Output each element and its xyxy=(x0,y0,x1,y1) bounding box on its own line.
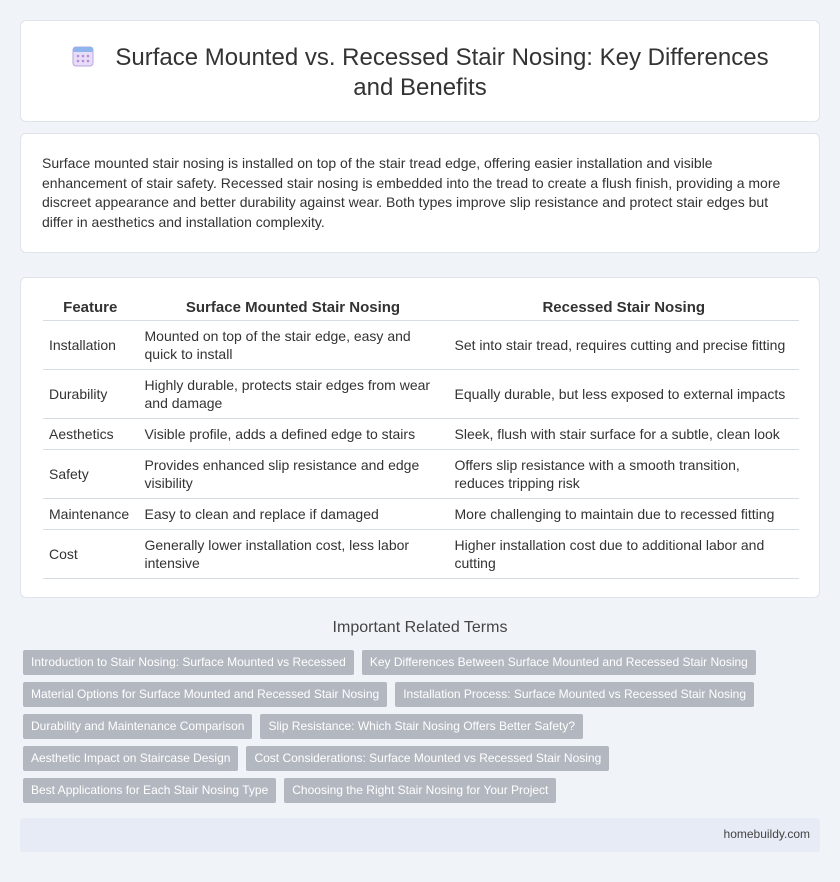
related-term-tag[interactable]: Best Applications for Each Stair Nosing Type xyxy=(23,778,276,803)
related-term-tag[interactable]: Material Options for Surface Mounted and Recessed Stair Nosing xyxy=(23,682,387,707)
related-term-tag[interactable]: Slip Resistance: Which Stair Nosing Offers Better Safety? xyxy=(260,714,583,739)
table-row xyxy=(43,369,799,418)
surface-mounted-cell: Provides enhanced slip resistance and edge visibility xyxy=(138,449,448,498)
related-terms-heading: Important Related Terms xyxy=(332,619,508,636)
page-title xyxy=(21,43,819,103)
footer xyxy=(20,818,820,852)
recessed-cell: More challenging to maintain due to recessed fitting xyxy=(448,498,799,529)
table-row xyxy=(43,449,799,498)
comparison-table-card xyxy=(20,277,820,598)
table-row xyxy=(43,320,799,369)
table-row xyxy=(43,498,799,529)
surface-mounted-cell: Mounted on top of the stair edge, easy and quick to install xyxy=(138,320,448,369)
table-row xyxy=(43,529,799,578)
comparison-table xyxy=(43,296,799,579)
table-header-row xyxy=(43,296,799,320)
column-header: Feature xyxy=(43,296,138,320)
intro-paragraph: Surface mounted stair nosing is installed on top of the stair tread edge, offering easier installation and visible enhancement of stair safety. Recessed stair nosing is embedded into the tread to create a flush finish, providing a more discreet appearance and better durability against wear. Both types improve slip resistance and protect stair edges but differ in aesthetics and installation complexity. xyxy=(42,155,781,230)
feature-cell: Aesthetics xyxy=(43,418,138,449)
column-header: Surface Mounted Stair Nosing xyxy=(138,296,448,320)
table-row xyxy=(43,418,799,449)
related-term-tag[interactable]: Installation Process: Surface Mounted vs Recessed Stair Nosing xyxy=(395,682,754,707)
recessed-cell: Set into stair tread, requires cutting and precise fitting xyxy=(448,320,799,369)
recessed-cell: Sleek, flush with stair surface for a subtle, clean look xyxy=(448,418,799,449)
surface-mounted-cell: Visible profile, adds a defined edge to stairs xyxy=(138,418,448,449)
surface-mounted-cell: Highly durable, protects stair edges from wear and damage xyxy=(138,369,448,418)
surface-mounted-cell: Generally lower installation cost, less labor intensive xyxy=(138,529,448,578)
feature-cell: Installation xyxy=(43,320,138,369)
related-term-tag[interactable]: Cost Considerations: Surface Mounted vs Recessed Stair Nosing xyxy=(246,746,609,771)
related-terms-list xyxy=(23,650,803,810)
intro-card xyxy=(20,133,820,253)
feature-cell: Cost xyxy=(43,529,138,578)
related-term-tag[interactable]: Choosing the Right Stair Nosing for Your Project xyxy=(284,778,556,803)
calendar-icon xyxy=(71,44,95,68)
feature-cell: Durability xyxy=(43,369,138,418)
recessed-cell: Offers slip resistance with a smooth transition, reduces tripping risk xyxy=(448,449,799,498)
header-card xyxy=(20,20,820,122)
surface-mounted-cell: Easy to clean and replace if damaged xyxy=(138,498,448,529)
related-term-tag[interactable]: Aesthetic Impact on Staircase Design xyxy=(23,746,238,771)
footer-site-name[interactable]: homebuildy.com xyxy=(723,827,810,841)
recessed-cell: Equally durable, but less exposed to external impacts xyxy=(448,369,799,418)
related-term-tag[interactable]: Durability and Maintenance Comparison xyxy=(23,714,252,739)
recessed-cell: Higher installation cost due to additional labor and cutting xyxy=(448,529,799,578)
feature-cell: Maintenance xyxy=(43,498,138,529)
page-title-text: Surface Mounted vs. Recessed Stair Nosing: Key Differences and Benefits xyxy=(115,44,769,101)
feature-cell: Safety xyxy=(43,449,138,498)
related-term-tag[interactable]: Introduction to Stair Nosing: Surface Mounted vs Recessed xyxy=(23,650,354,675)
related-term-tag[interactable]: Key Differences Between Surface Mounted and Recessed Stair Nosing xyxy=(362,650,756,675)
column-header: Recessed Stair Nosing xyxy=(448,296,799,320)
